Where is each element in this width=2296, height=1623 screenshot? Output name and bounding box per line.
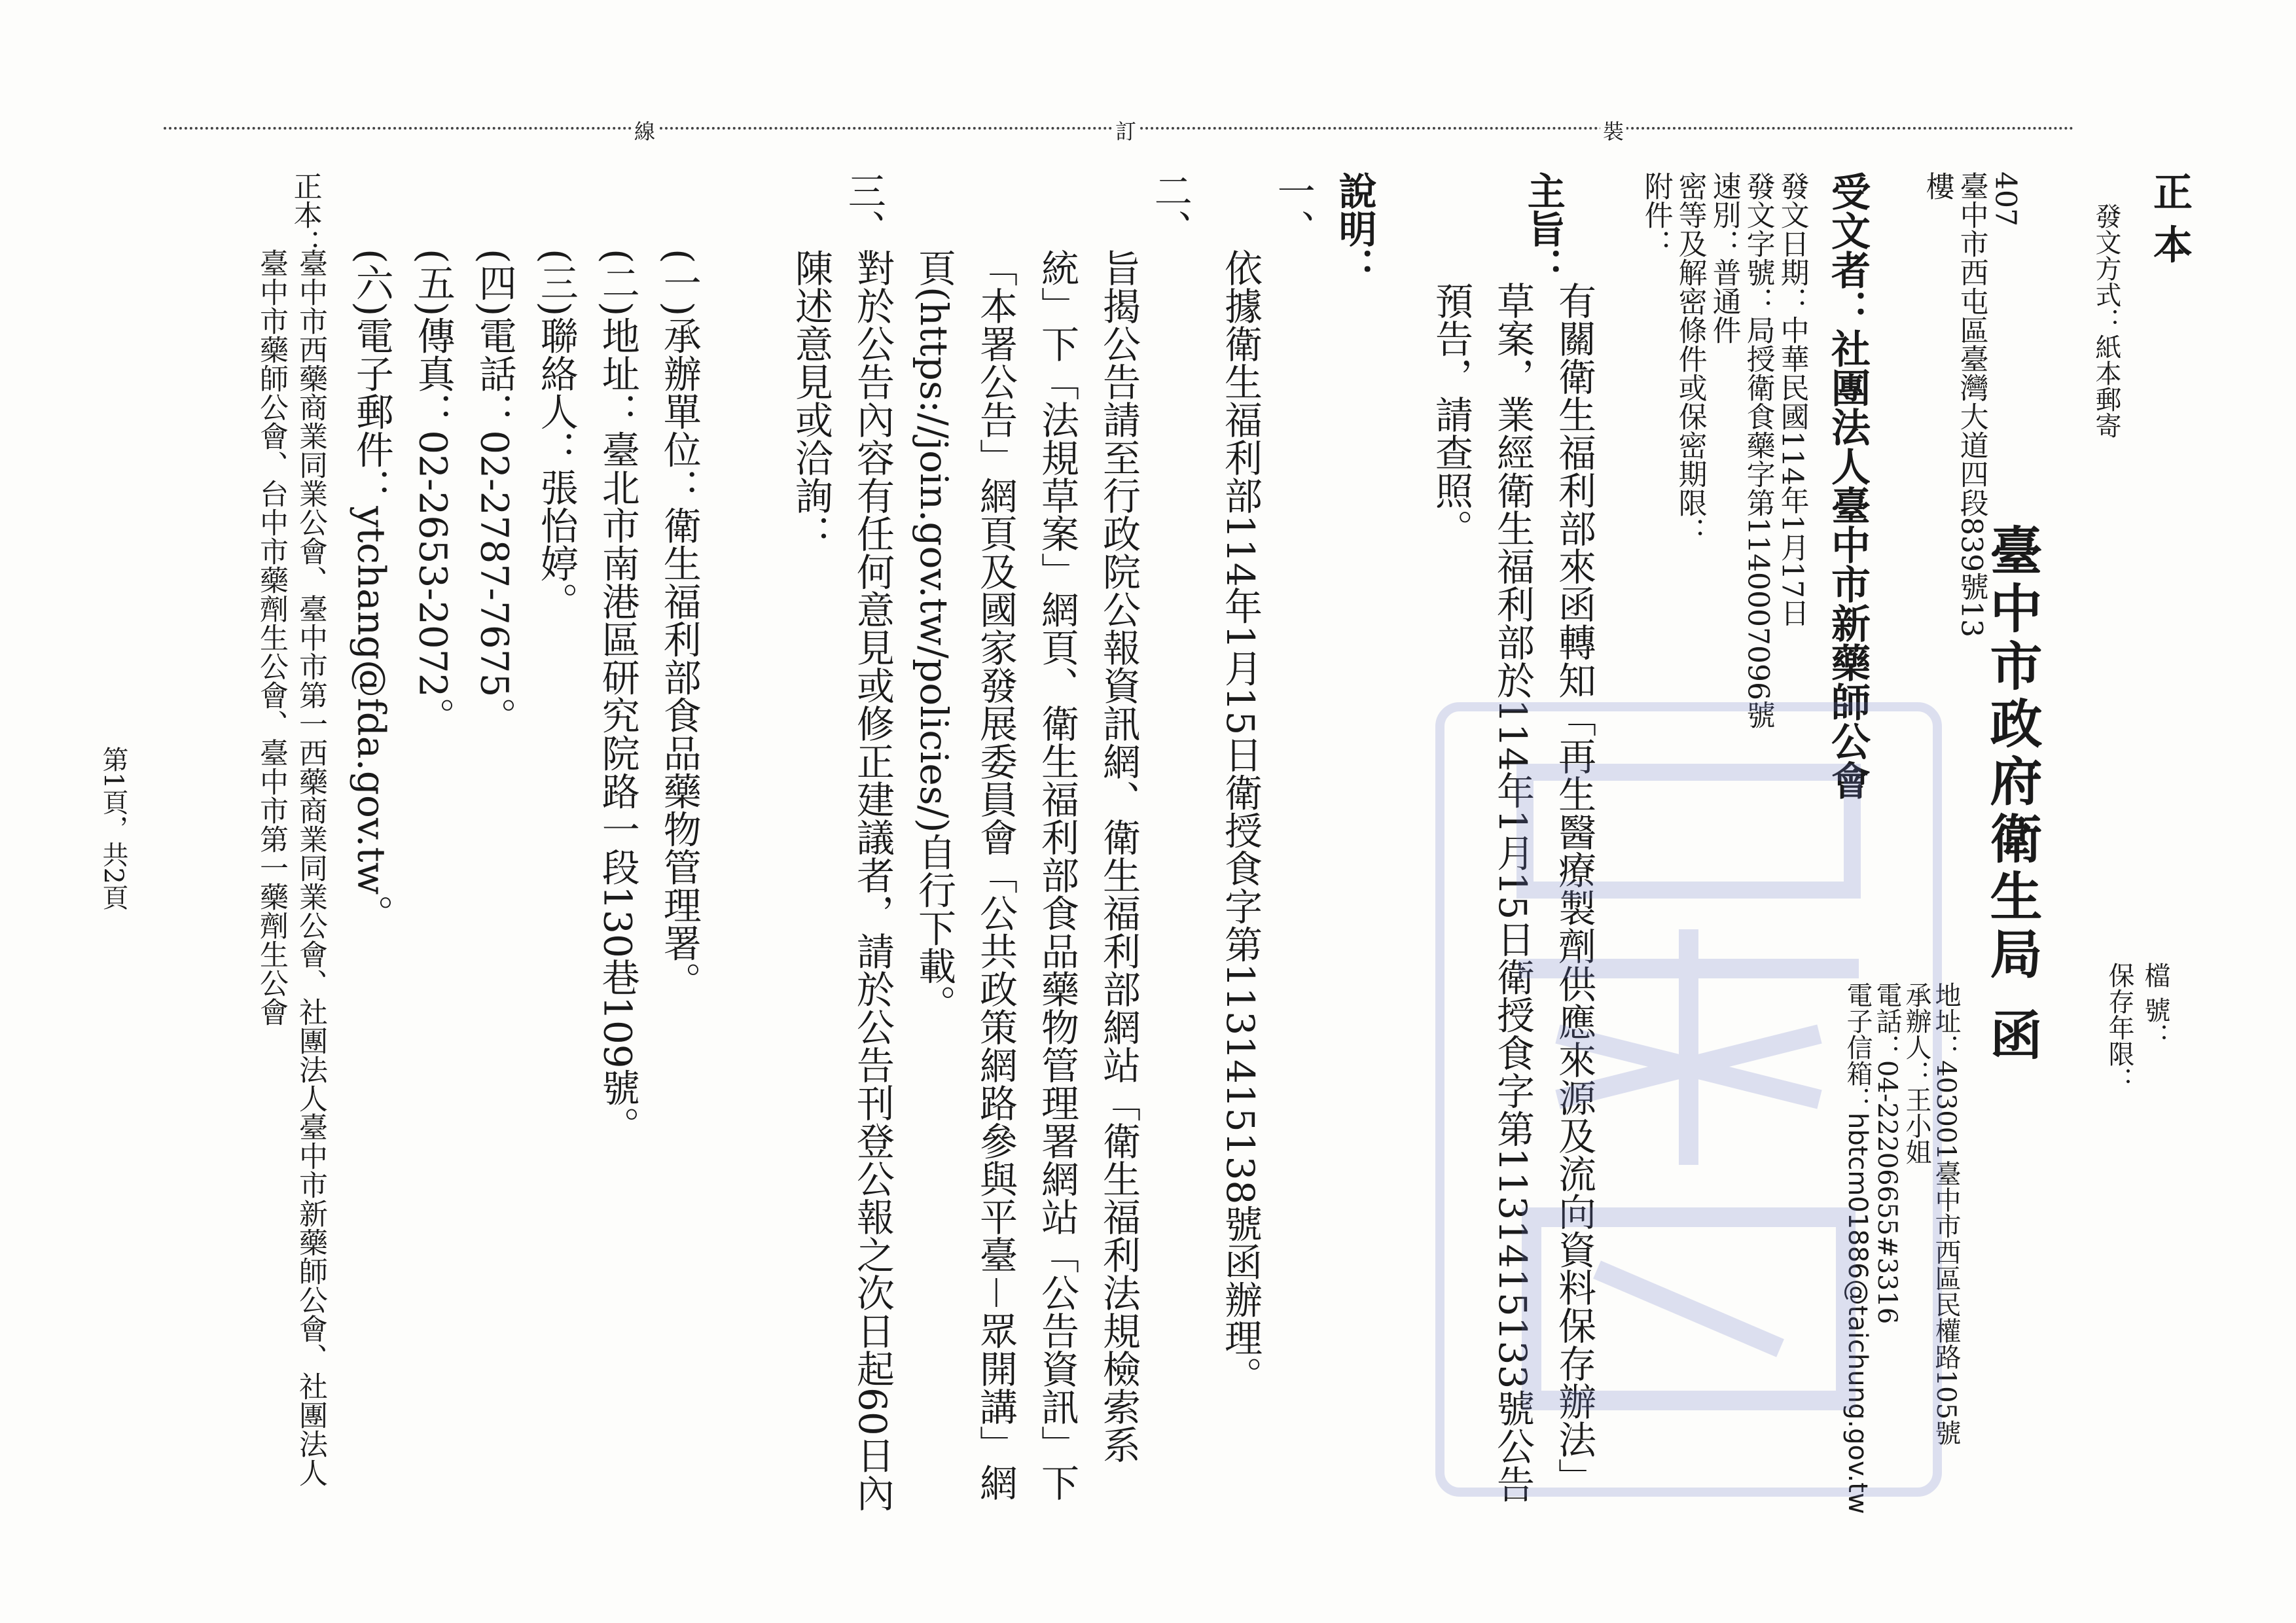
issue-number: 發文字號：局授衛食藥字第1140007096號 <box>1741 171 1775 729</box>
binding-mark-zhuang: 裝 <box>1600 115 1626 145</box>
sender-handler: 承辦人：王小姐 <box>1901 982 1931 1165</box>
binding-mark-xian: 線 <box>632 115 658 145</box>
cc-label: 正本： <box>288 171 322 258</box>
attachment: 附件： <box>1639 171 1673 258</box>
speed-class: 速別：普通件 <box>1707 171 1741 344</box>
item-3-number: 三、 <box>841 171 886 247</box>
security-level: 密等及解密條件或保密期限： <box>1673 171 1707 546</box>
delivery-method: 發文方式：紙本郵寄 <box>2091 203 2121 438</box>
recipient: 受文者：社團法人臺中市新藥師公會 <box>1825 171 1871 800</box>
item-3-sub-5: (五)傳真：02-2653-2072。 <box>410 249 456 736</box>
document-title: 臺中市政府衛生局 函 <box>1981 524 2043 1065</box>
item-3-sub-4: (四)電話：02-2787-7675。 <box>472 249 517 736</box>
explanation-label: 說明： <box>1332 171 1377 285</box>
sender-email: 電子信箱：hbtcm01886@taichung.gov.tw <box>1842 982 1873 1514</box>
copy-mark: 正 本 <box>2147 171 2193 264</box>
item-1-text: 依據衛生福利部114年1月15日衛授食字第1131415138號函辦理。 <box>1218 249 1263 1395</box>
binding-mark-ding: 訂 <box>1113 115 1139 145</box>
issue-date: 發文日期：中華民國114年1月17日 <box>1775 171 1809 627</box>
item-3-sub-6: (六)電子郵件：ytchang@fda.gov.tw。 <box>349 249 394 933</box>
sender-address: 地址：403001臺中市西區民權路105號 <box>1931 982 1961 1446</box>
item-3-sub-3: (三)聯絡人：張怡婷。 <box>533 249 579 620</box>
sender-phone: 電話：04-22206655#3316 <box>1872 982 1902 1325</box>
item-2-number: 二、 <box>1147 171 1193 247</box>
subject-text: 有關衛生福利部來函轉知「再生醫療製劑供應來源及流向資料保存辦法」草案，業經衛生福利部於114年1月15日衛授食字第1131415133號公告預告，請查照。 <box>1429 281 1596 1503</box>
recipient-postal-code: 407 <box>1988 171 2022 226</box>
item-3-sub-2: (二)地址：臺北市南港區研究院路一段130巷109號。 <box>595 249 640 1145</box>
item-3-text: 對於公告內容有任何意見或修正建議者，請於公告刊登公報之次日起60日內陳述意見或洽詢： <box>789 249 895 1512</box>
recipient-address-line2: 樓 <box>1920 171 1954 200</box>
recipient-address: 臺中市西屯區臺灣大道四段839號13 <box>1954 171 1988 637</box>
item-3-sub-1: (一)承辦單位：衛生福利部食品藥物管理署。 <box>656 249 702 1000</box>
page-info: 第1頁，共2頁 <box>98 746 128 910</box>
item-2-text: 旨揭公告請至行政院公報資訊網、衛生福利部網站「衛生福利法規檢索系統」下「法規草案」網頁、衛生福利部食品藥物管理署網站「公告資訊」下「本署公告」網頁及國家發展委員會「公共政策網路參與平臺－眾開講」網頁(https://join.gov.tw/policies/)自行下載。 <box>912 249 1141 1502</box>
subject-label: 主旨： <box>1520 171 1566 285</box>
retention-period: 保存年限： <box>2104 962 2134 1093</box>
item-1-number: 一、 <box>1270 171 1316 247</box>
seal-stamp <box>1427 694 1950 1505</box>
archive-number: 檔 號： <box>2140 962 2170 1049</box>
cc-recipients: 臺中市西藥商業同業公會、臺中市第一西藥商業同業公會、社團法人臺中市新藥師公會、社團法人臺中市藥師公會、台中市藥劑生公會、臺中市第一藥劑生公會 <box>255 249 327 1487</box>
